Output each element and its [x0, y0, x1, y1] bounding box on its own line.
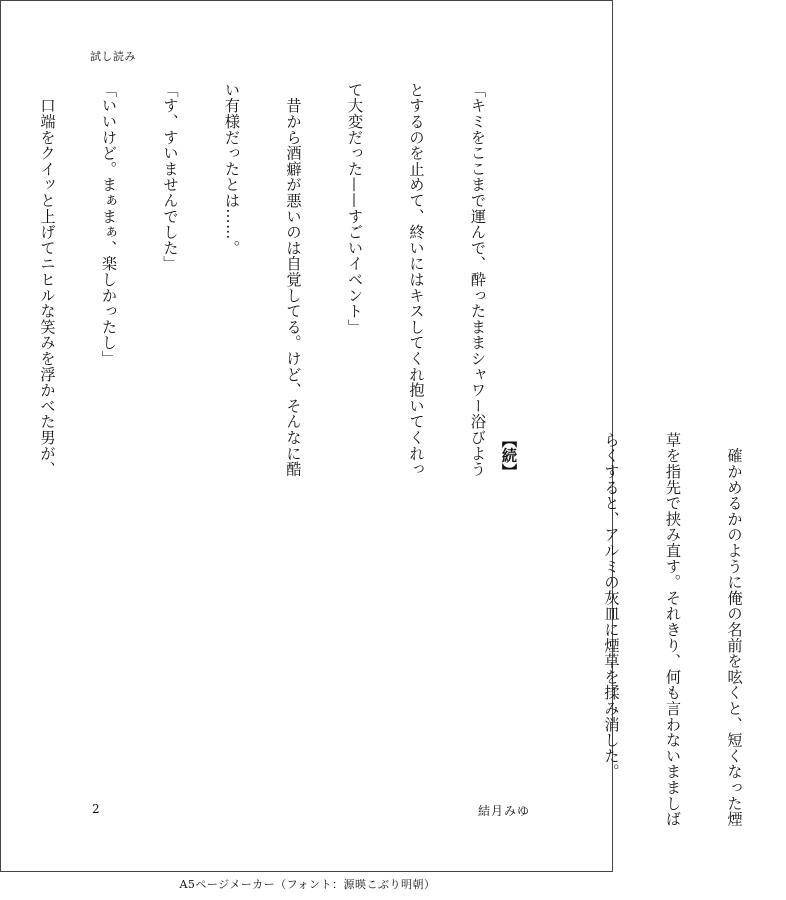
text-line: とするのを止めて、終いにはキスしてくれ抱いてくれっ: [407, 82, 426, 477]
text-line: 「キミをここまで運んで、酔ったままシャワー浴びよう: [469, 82, 487, 477]
header-label: 試し読み: [90, 50, 136, 63]
text-line: 口端をクイッと上げてニヒルな笑みを浮かべた男が、: [38, 82, 57, 477]
text-line: い有様だったとは……。: [223, 82, 241, 256]
text-line: 確かめるかのように俺の名前を呟くと、短くなった煙: [725, 432, 744, 827]
author-name: 結月みゆ: [478, 804, 531, 818]
page-number: 2: [92, 802, 100, 816]
footer-caption: A5ページメーカー（フォント：源暎こぶり明朝）: [179, 878, 436, 891]
text-line: て大変だった——すごいイベント」: [346, 82, 364, 335]
text-line: 「いいけど。まぁまぁ、楽しかったし」: [100, 82, 118, 367]
text-line: 「す、すいませんでした」: [161, 82, 180, 272]
continue-mark: 【続】: [500, 432, 518, 480]
text-line: 草を指先で挟み直す。それきり、何も言わないまましば: [664, 432, 682, 827]
text-line: 昔から酒癖が悪いのは自覚してる。けど、そんなに酷: [284, 82, 303, 477]
text-line: らくすると、アルミの灰皿に煙草を揉み消した。: [602, 432, 621, 780]
body-text-continued: [89, 432, 529, 772]
